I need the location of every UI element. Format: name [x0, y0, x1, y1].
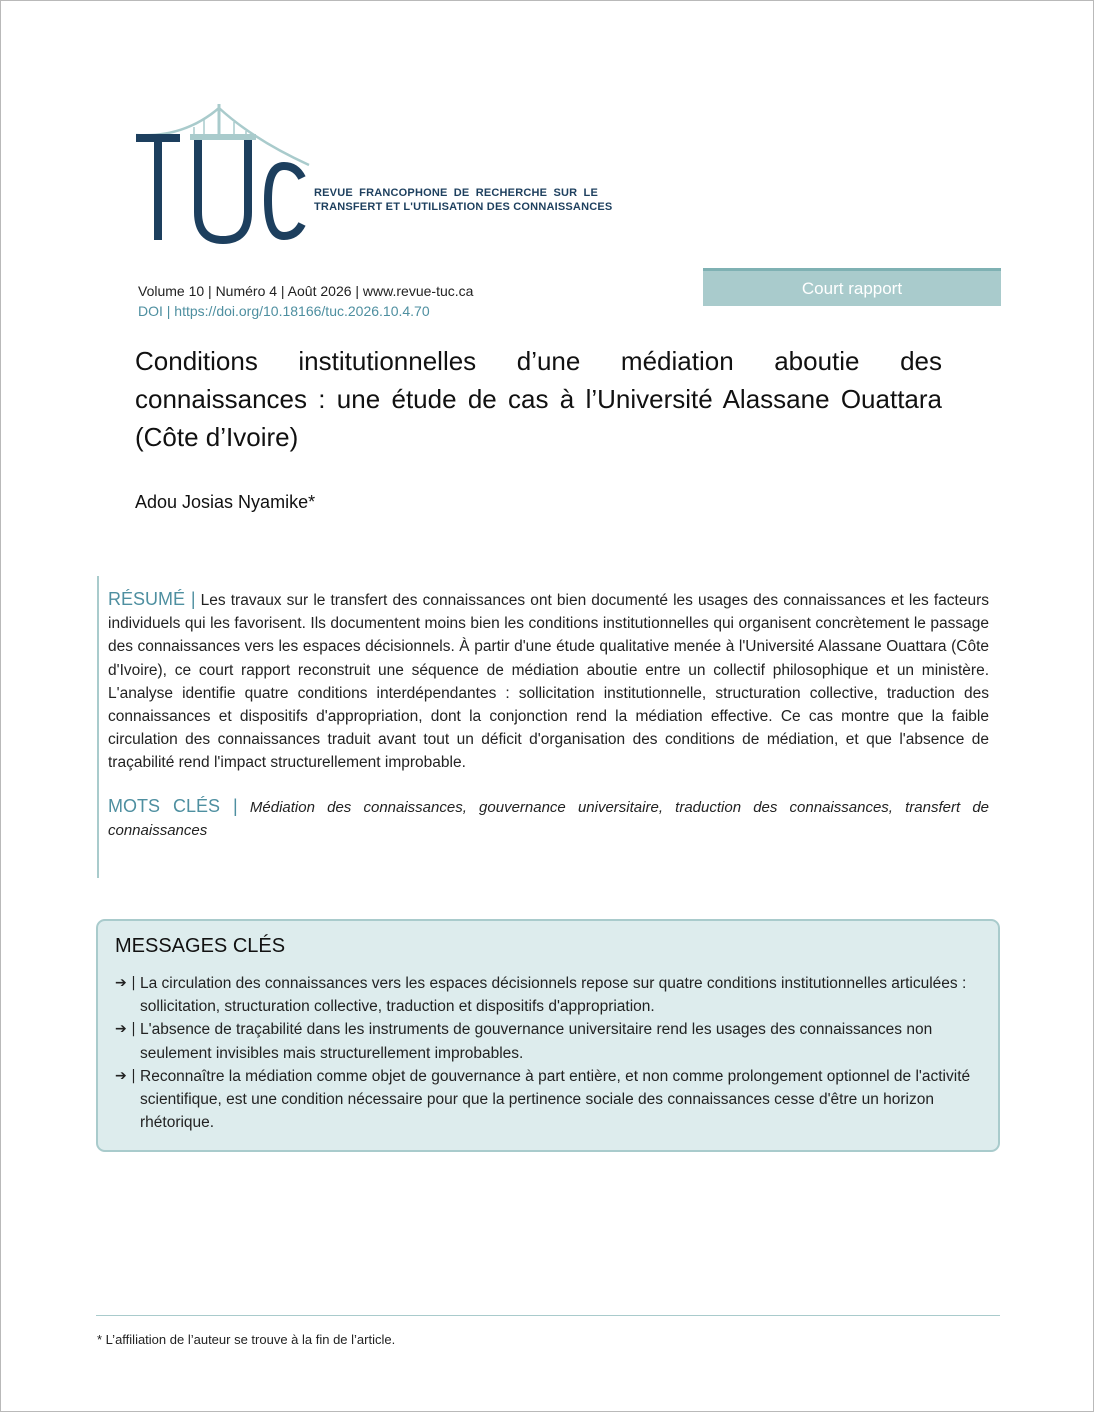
key-message-item — [115, 972, 972, 1018]
keywords — [108, 795, 989, 843]
abstract-label: RÉSUMÉ | — [108, 589, 196, 609]
article-metadata — [138, 281, 473, 321]
article-type-label: Court rapport — [801, 279, 903, 298]
key-message-text: La circulation des connaissances vers les espaces décisionnels repose sur quatre conditions institutionnelles articulées : sollicitation, structuration collective, traduction et dispositifs d'appropriation. — [140, 975, 967, 1016]
journal-name — [314, 186, 612, 214]
volume-line: Volume 10 | Numéro 4 | Août 2026 | www.revue-tuc.ca — [138, 283, 474, 299]
article-type-badge — [703, 268, 1001, 306]
article-title: Conditions institutionnelles d’une médiation aboutie des connaissances : une étude de cas à l’Université Alassane Ouattara (Côte d’Ivoire) — [135, 346, 942, 452]
arrow-right-icon: ➔ | — [115, 1021, 136, 1038]
key-messages-title: MESSAGES CLÉS — [115, 935, 286, 957]
footnote: * L’affiliation de l’auteur se trouve à la fin de l’article. — [97, 1332, 396, 1347]
tuc-bridge-logo-icon — [134, 100, 314, 245]
key-messages-box — [96, 919, 1000, 1152]
arrow-right-icon: ➔ | — [115, 1067, 136, 1084]
key-message-item — [115, 1018, 972, 1064]
abstract — [108, 588, 989, 775]
key-message-item — [115, 1065, 972, 1135]
keywords-label: MOTS CLÉS | — [108, 795, 238, 816]
abstract-section — [97, 576, 989, 878]
journal-logo — [134, 100, 314, 245]
author-name: Adou Josias Nyamike* — [135, 492, 316, 512]
footnote-divider — [96, 1315, 1000, 1316]
abstract-text: Les travaux sur le transfert des connaissances ont bien documenté les usages des connaissances et les facteurs individuels qui les favorisent. Ils documentent moins bien les conditions institutionnelles qui organisent concrètement le passage des connaissances vers les espaces décisionnels. À partir d'une étude qualitative menée à l'Université Alassane Ouattara (Côte d'Ivoire), ce court rapport reconstruit une séquence de médiation aboutie entre un collectif philosophique et un ministère. L'analyse identifie quatre conditions interdépendantes : sollicitation institutionnelle, structuration collective, traduction des connaissances et dispositifs d'appropriation, dont la conjonction rend la médiation effective. Ce cas montre que la faible circulation des connaissances traduit avant tout un déficit d'organisation des conditions de médiation, et que l'absence de traçabilité rend l'impact structurellement improbable. — [108, 592, 989, 772]
key-message-text: Reconnaître la médiation comme objet de gouvernance à part entière, et non comme prolongement optionnel de l'activité scientifique, est une condition nécessaire pour que la pertinence sociale des connaissances cesse d'être un horizon rhétorique. — [140, 1067, 971, 1132]
journal-name-line2: TRANSFERT ET L'UTILISATION DES CONNAISSANCES — [314, 201, 613, 213]
journal-name-line1: REVUE FRANCOPHONE DE RECHERCHE SUR LE — [314, 187, 598, 199]
keywords-text: Médiation des connaissances, gouvernance universitaire, traduction des connaissances, transfert de connaissances — [108, 798, 990, 840]
key-messages-list — [115, 972, 972, 1134]
arrow-right-icon: ➔ | — [115, 975, 136, 991]
key-message-text: L'absence de traçabilité dans les instruments de gouvernance universitaire rend les usages des connaissances non seulement invisibles mais structurellement improbables. — [140, 1021, 933, 1062]
doi-link[interactable]: DOI | https://doi.org/10.18166/tuc.2026.10.4.70 — [138, 303, 430, 319]
